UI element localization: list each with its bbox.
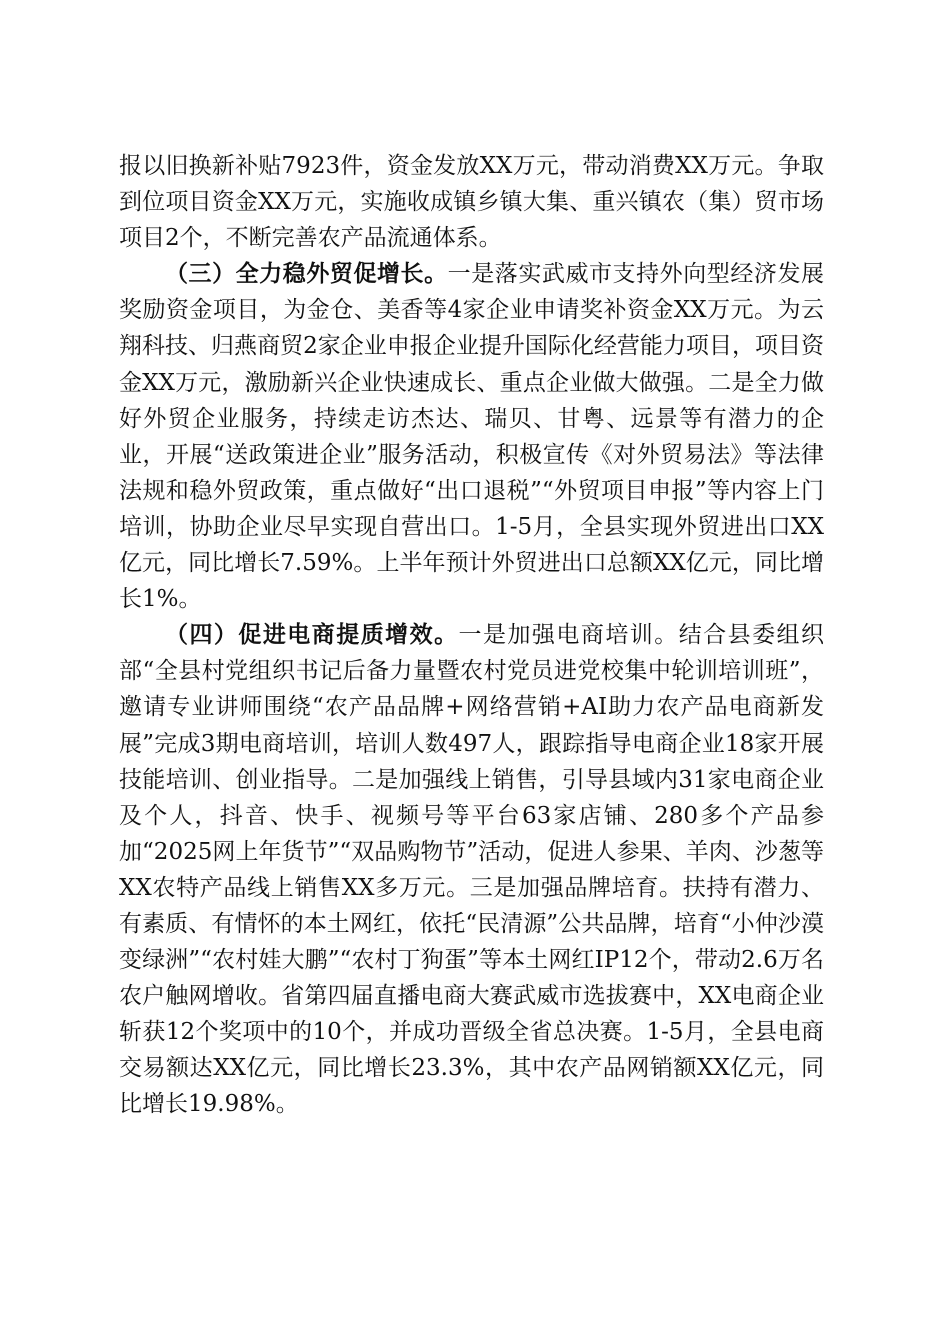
paragraph-foreign-trade xyxy=(119,256,824,617)
document-page xyxy=(119,148,824,1123)
section-heading: （四）促进电商提质增效。 xyxy=(165,621,459,649)
paragraph-text: 一是落实武威市支持外向型经济发展奖励资金项目，为金仓、美香等4家企业申请奖补资金XX万元。为云翔科技、归燕商贸2家企业申报企业提升国际化经营能力项目，项目资金XX万元，激励新兴企业快速成长、重点企业做大做强。二是全力做好外贸企业服务，持续走访杰达、瑞贝、甘粤、远景等有潜力的企业，开展“送政策进企业”服务活动，积极宣传《对外贸易法》等法律法规和稳外贸政策，重点做好“出口退税”“外贸项目申报”等内容上门培训，协助企业尽早实现自营出口。1-5月，全县实现外贸进出口XX亿元，同比增长7.59%。上半年预计外贸进出口总额XX亿元，同比增长1%。 xyxy=(119,261,825,613)
paragraph-ecommerce xyxy=(119,617,824,1122)
paragraph-text: 报以旧换新补贴7923件，资金发放XX万元，带动消费XX万元。争取到位项目资金XX万元，实施收成镇乡镇大集、重兴镇农（集）贸市场项目2个，不断完善农产品流通体系。 xyxy=(119,153,824,252)
paragraph-trade-in-continued xyxy=(119,148,824,256)
paragraph-text: 一是加强电商培训。结合县委组织部“全县村党组织书记后备力量暨农村党员进党校集中轮训培训班”，邀请专业讲师围绕“农产品品牌+网络营销+AI助力农产品电商新发展”完成3期电商培训，培训人数497人，跟踪指导电商企业18家开展技能培训、创业指导。二是加强线上销售，引导县域内31家电商企业及个人，抖音、快手、视频号等平台63家店铺、280多个产品参加“2025网上年货节”“双品购物节”活动，促进人参果、羊肉、沙葱等XX农特产品线上销售XX多万元。三是加强品牌培育。扶持有潜力、有素质、有情怀的本土网红，依托“民清源”公共品牌，培育“小仲沙漠变绿洲”“农村娃大鹏”“农村丁狗蛋”等本土网红IP12个，带动2.6万名农户触网增收。省第四届直播电商大赛武威市选拔赛中，XX电商企业斩获12个奖项中的10个，并成功晋级全省总决赛。1-5月，全县电商交易额达XX亿元，同比增长23.3%，其中农产品网销额XX亿元，同比增长19.98%。 xyxy=(119,622,825,1118)
section-heading: （三）全力稳外贸促增长。 xyxy=(165,260,448,288)
